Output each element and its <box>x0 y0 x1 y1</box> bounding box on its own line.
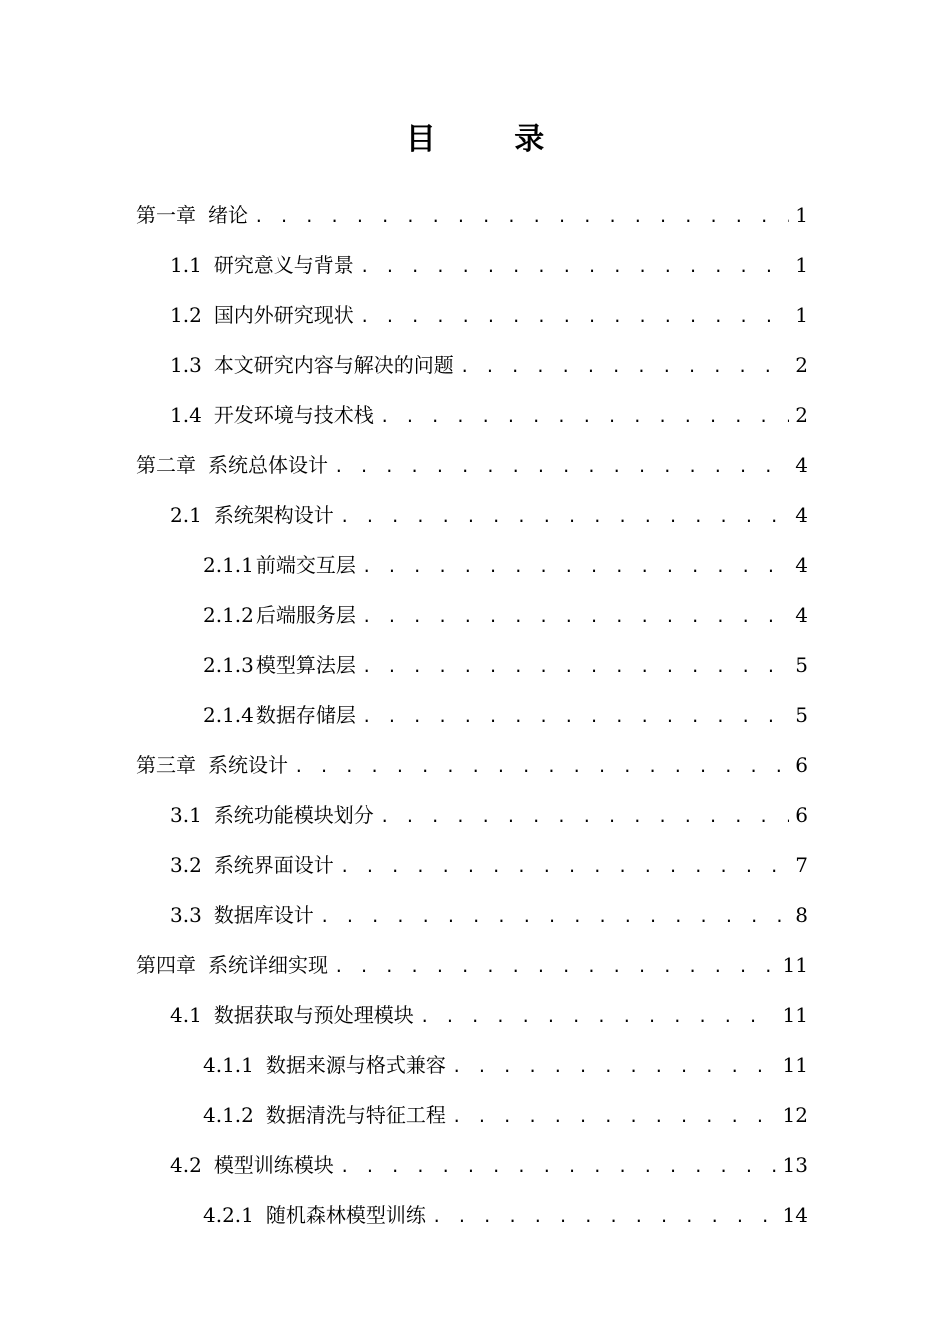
toc-entry-label: 本文研究内容与解决的问题 <box>213 353 454 377</box>
toc-entry-section-1-2[interactable] <box>170 295 808 335</box>
toc-entry-section-3-2[interactable] <box>170 845 808 885</box>
toc-entry-chapter-3[interactable] <box>136 745 808 785</box>
toc-entry-number: 4.1.2 <box>203 1103 254 1127</box>
toc-leader-dots <box>420 997 777 1037</box>
toc-entry-section-2-1[interactable] <box>170 495 808 535</box>
toc-entry-section-4-1[interactable] <box>170 995 808 1035</box>
toc-entry-label: 系统界面设计 <box>213 853 334 877</box>
toc-leader-dots <box>362 697 789 737</box>
toc-entry-label: 数据获取与预处理模块 <box>213 1003 414 1027</box>
toc-entry-label: 系统架构设计 <box>213 503 334 527</box>
toc-entry-page: 11 <box>782 1003 808 1027</box>
toc-leader-dots <box>340 1147 777 1187</box>
toc-entry-label: 模型训练模块 <box>213 1153 334 1177</box>
toc-entry-page: 4 <box>795 503 808 527</box>
toc-entry-label: 后端服务层 <box>255 603 356 627</box>
toc-entry-label: 研究意义与背景 <box>213 253 354 277</box>
toc-entry-number: 1.4 <box>170 403 202 427</box>
toc-entry-page: 8 <box>795 903 808 927</box>
toc-entry-page: 11 <box>782 1053 808 1077</box>
toc-entry-page: 6 <box>795 753 808 777</box>
toc-entry-chapter-2[interactable] <box>136 445 808 485</box>
toc-entry-label: 数据来源与格式兼容 <box>265 1053 446 1077</box>
toc-entry-label: 模型算法层 <box>255 653 356 677</box>
toc-entry-subsection-4-1-2[interactable] <box>203 1095 808 1135</box>
toc-entry-number: 2.1 <box>170 503 202 527</box>
toc-entry-label: 数据存储层 <box>255 703 356 727</box>
toc-entry-chapter-4[interactable] <box>136 945 808 985</box>
toc-entry-number: 3.3 <box>170 903 202 927</box>
toc-leader-dots <box>360 297 789 337</box>
toc-entry-page: 1 <box>795 303 808 327</box>
toc-entry-number: 4.1 <box>170 1003 202 1027</box>
toc-entry-section-3-1[interactable] <box>170 795 808 835</box>
toc-leader-dots <box>340 847 789 887</box>
toc-entry-page: 4 <box>795 603 808 627</box>
toc-leader-dots <box>380 797 789 837</box>
toc-entry-number: 4.1.1 <box>203 1053 254 1077</box>
toc-entry-section-1-4[interactable] <box>170 395 808 435</box>
toc-entry-label: 国内外研究现状 <box>213 303 354 327</box>
toc-entry-page: 2 <box>795 353 808 377</box>
toc-leader-dots <box>460 347 789 387</box>
toc-leader-dots <box>360 247 789 287</box>
toc-entry-label: 系统详细实现 <box>208 953 328 977</box>
toc-entry-page: 5 <box>795 703 808 727</box>
toc-entry-number: 第三章 <box>136 753 196 777</box>
toc-entry-label: 绪论 <box>208 203 248 227</box>
toc-entry-number: 1.3 <box>170 353 202 377</box>
toc-entry-label: 随机森林模型训练 <box>265 1203 426 1227</box>
toc-entry-number: 1.2 <box>170 303 202 327</box>
toc-entry-label: 系统功能模块划分 <box>213 803 374 827</box>
toc-leader-dots <box>334 947 777 987</box>
toc-leader-dots <box>380 397 789 437</box>
toc-entry-page: 13 <box>782 1153 808 1177</box>
toc-entry-page: 4 <box>795 453 808 477</box>
toc-leader-dots <box>362 597 789 637</box>
toc-entry-page: 14 <box>782 1203 808 1227</box>
page-title: 目 录 <box>405 122 579 157</box>
toc-entry-label: 数据清洗与特征工程 <box>265 1103 446 1127</box>
toc-entry-label: 开发环境与技术栈 <box>213 403 374 427</box>
toc-entry-page: 5 <box>795 653 808 677</box>
toc-entry-page: 6 <box>795 803 808 827</box>
toc-leader-dots <box>432 1197 777 1237</box>
toc-entry-subsection-2-1-3[interactable] <box>203 645 808 685</box>
toc-leader-dots <box>294 747 789 787</box>
toc-entry-label: 系统设计 <box>208 753 288 777</box>
toc-entry-number: 2.1.1 <box>203 553 254 577</box>
toc-leader-dots <box>334 447 789 487</box>
toc-entry-number: 2.1.3 <box>203 653 254 677</box>
toc-entry-number: 2.1.4 <box>203 703 254 727</box>
toc-entry-subsection-4-2-1[interactable] <box>203 1195 808 1235</box>
toc-entry-page: 12 <box>782 1103 808 1127</box>
toc-entry-number: 4.2.1 <box>203 1203 254 1227</box>
toc-entry-chapter-1[interactable] <box>136 195 808 235</box>
toc-entry-number: 4.2 <box>170 1153 202 1177</box>
toc-entry-number: 3.1 <box>170 803 202 827</box>
toc-leader-dots <box>254 197 789 237</box>
toc-entry-label: 前端交互层 <box>255 553 356 577</box>
toc-entry-number: 2.1.2 <box>203 603 254 627</box>
toc-leader-dots <box>362 547 789 587</box>
toc-leader-dots <box>452 1047 777 1087</box>
toc-entry-page: 2 <box>795 403 808 427</box>
toc-entry-number: 第二章 <box>136 453 196 477</box>
toc-entry-section-4-2[interactable] <box>170 1145 808 1185</box>
toc-leader-dots <box>452 1097 777 1137</box>
toc-entry-page: 4 <box>795 553 808 577</box>
toc-entry-label: 系统总体设计 <box>208 453 328 477</box>
toc-entry-page: 7 <box>795 853 808 877</box>
toc-entry-section-1-1[interactable] <box>170 245 808 285</box>
toc-leader-dots <box>320 897 789 937</box>
toc-entry-number: 第四章 <box>136 953 196 977</box>
toc-leader-dots <box>340 497 789 537</box>
toc-entry-page: 1 <box>795 253 808 277</box>
toc-entry-label: 数据库设计 <box>213 903 314 927</box>
toc-leader-dots <box>362 647 789 687</box>
toc-entry-subsection-2-1-4[interactable] <box>203 695 808 735</box>
toc-entry-number: 1.1 <box>170 253 202 277</box>
toc-entry-page: 1 <box>795 203 808 227</box>
toc-entry-section-1-3[interactable] <box>170 345 808 385</box>
toc-entry-page: 11 <box>782 953 808 977</box>
toc-entry-section-3-3[interactable] <box>170 895 808 935</box>
toc-entry-number: 第一章 <box>136 203 196 227</box>
toc-entry-number: 3.2 <box>170 853 202 877</box>
toc-entry-subsection-2-1-1[interactable] <box>203 545 808 585</box>
toc-entry-subsection-2-1-2[interactable] <box>203 595 808 635</box>
toc-entry-subsection-4-1-1[interactable] <box>203 1045 808 1085</box>
